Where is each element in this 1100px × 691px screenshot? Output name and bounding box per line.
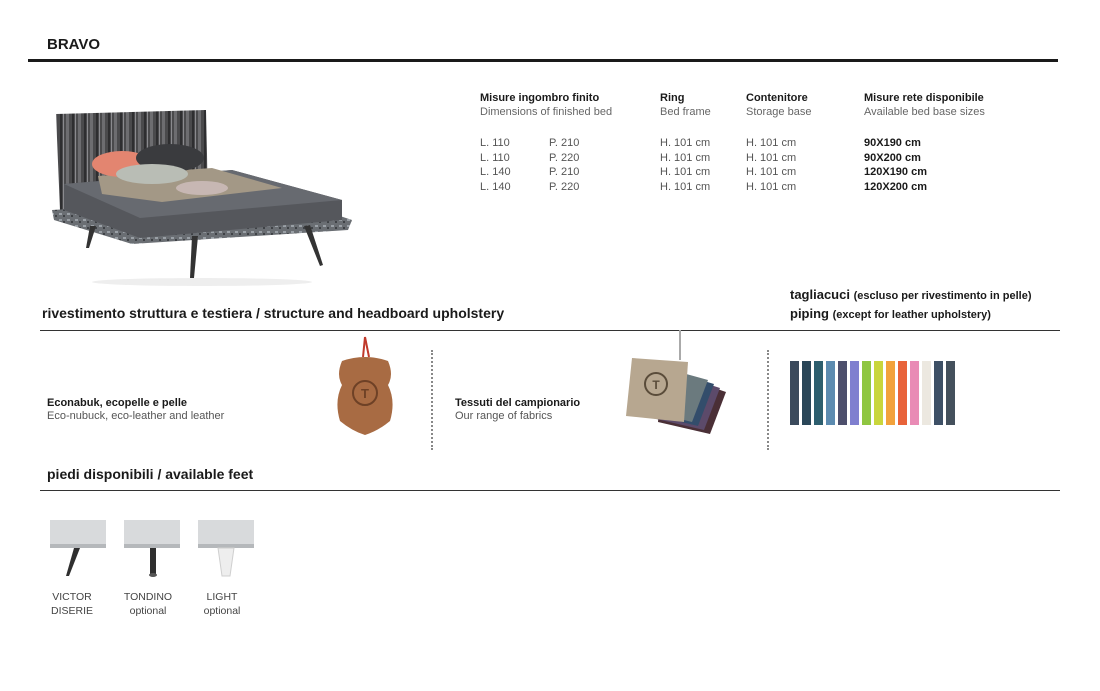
tondino-foot-icon bbox=[122, 520, 182, 580]
table-cell: H. 101 cm bbox=[660, 180, 711, 193]
piping-color-swatch bbox=[922, 361, 931, 425]
feet-heading: piedi disponibili / available feet bbox=[47, 466, 254, 482]
dimensions-col-depth bbox=[549, 136, 579, 194]
leather-swatch-image bbox=[330, 335, 400, 440]
table-cell: P. 220 bbox=[549, 151, 580, 164]
table-cell: L. 110 bbox=[480, 151, 510, 164]
upholstery-divider bbox=[40, 330, 1060, 331]
piping-color-swatch bbox=[934, 361, 943, 425]
table-cell: 120X200 cm bbox=[864, 180, 927, 193]
dimensions-col-storage bbox=[746, 136, 796, 194]
piping-color-swatch bbox=[886, 361, 895, 425]
table-cell: P. 220 bbox=[549, 180, 580, 193]
dimensions-header-2: Ring Bed frame bbox=[660, 92, 711, 118]
bed-image bbox=[42, 98, 362, 288]
svg-text:T: T bbox=[361, 386, 369, 401]
dimensions-col-width bbox=[480, 136, 511, 194]
piping-color-swatch bbox=[898, 361, 907, 425]
separator bbox=[431, 350, 433, 450]
table-cell: H. 101 cm bbox=[660, 137, 711, 149]
dimensions-col-base bbox=[864, 136, 927, 194]
table-cell: H. 101 cm bbox=[660, 151, 711, 164]
piping-color-swatch bbox=[862, 361, 871, 425]
table-cell: H. 101 cm bbox=[746, 180, 797, 193]
fabric-swatch-image bbox=[622, 330, 740, 442]
svg-text:T: T bbox=[652, 378, 660, 392]
table-cell: H. 101 cm bbox=[746, 137, 797, 149]
piping-color-swatch bbox=[910, 361, 919, 425]
table-cell: 120X190 cm bbox=[864, 166, 927, 178]
table-cell: H. 101 cm bbox=[746, 151, 797, 164]
piping-color-swatch bbox=[850, 361, 859, 425]
fabric-option: Tessuti del campionario Our range of fabrics bbox=[455, 397, 581, 422]
table-cell: P. 210 bbox=[549, 137, 580, 149]
piping-color-strip bbox=[790, 361, 955, 425]
page-title: BRAVO bbox=[47, 36, 101, 53]
table-cell: 90X200 cm bbox=[864, 151, 921, 164]
dimensions-header-4: Misure rete disponibile Available bed base sizes bbox=[864, 92, 985, 118]
piping-color-swatch bbox=[802, 361, 811, 425]
piping-color-swatch bbox=[946, 361, 955, 425]
dimensions-header-3: Contenitore Storage base bbox=[746, 92, 812, 118]
piping-color-swatch bbox=[826, 361, 835, 425]
foot-label-light: LIGHT optional bbox=[203, 591, 241, 617]
table-cell: H. 101 cm bbox=[746, 166, 797, 178]
foot-label-tondino: TONDINO optional bbox=[123, 591, 173, 617]
dimensions-header-1: Misure ingombro finito Dimensions of finished bed bbox=[480, 92, 613, 118]
table-cell: L. 140 bbox=[480, 180, 511, 193]
feet-divider bbox=[40, 490, 1060, 491]
dimensions-col-ring bbox=[660, 136, 710, 194]
table-cell: L. 110 bbox=[480, 137, 510, 149]
table-cell: L. 140 bbox=[480, 166, 511, 178]
victor-foot-icon bbox=[48, 520, 108, 580]
table-cell: 90X190 cm bbox=[864, 137, 921, 149]
foot-label-victor: VICTOR DISERIE bbox=[50, 591, 93, 617]
light-foot-icon bbox=[196, 520, 256, 580]
piping-color-swatch bbox=[874, 361, 883, 425]
leather-option: Econabuk, ecopelle e pelle Eco-nubuck, eco-leather and leather bbox=[47, 397, 225, 422]
separator bbox=[767, 350, 769, 450]
table-cell: P. 210 bbox=[549, 166, 580, 178]
title-divider bbox=[28, 59, 1058, 62]
piping-heading: tagliacuci (escluso per rivestimento in pelle) piping (except for leather upholstery) bbox=[790, 287, 1032, 321]
piping-color-swatch bbox=[790, 361, 799, 425]
piping-color-swatch bbox=[814, 361, 823, 425]
piping-color-swatch bbox=[838, 361, 847, 425]
upholstery-heading: rivestimento struttura e testiera / structure and headboard upholstery bbox=[42, 305, 505, 321]
table-cell: H. 101 cm bbox=[660, 166, 711, 178]
